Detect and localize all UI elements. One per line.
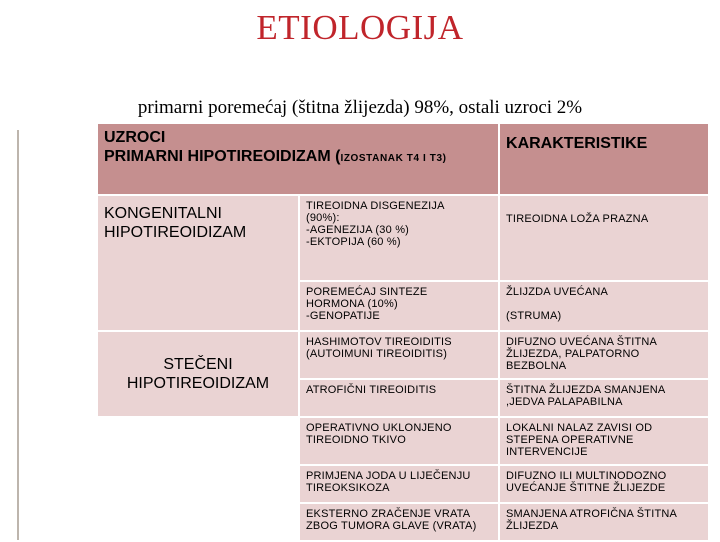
cause-cell: TIREOIDNA DISGENEZIJA (90%): -AGENEZIJA (30 %) -EKTOPIJA (60 %) — [299, 195, 499, 281]
header-characteristics: KARAKTERISTIKE — [499, 123, 709, 195]
feature-cell: LOKALNI NALAZ ZAVISI OD STEPENA OPERATIVNE INTERVENCIJE — [499, 417, 709, 465]
header-causes — [97, 123, 499, 195]
etiology-table — [96, 122, 710, 542]
table-row — [97, 195, 709, 281]
table-header-row — [97, 123, 709, 195]
cause-cell: HASHIMOTOV TIREOIDITIS (AUTOIMUNI TIREOIDITIS) — [299, 331, 499, 379]
cause-cell: ATROFIČNI TIREOIDITIS — [299, 379, 499, 417]
cause-cell: EKSTERNO ZRAČENJE VRATA ZBOG TUMORA GLAVE (VRATA) — [299, 503, 499, 541]
cause-cell: PRIMJENA JODA U LIJEČENJU TIREOKSIKOZA — [299, 465, 499, 503]
feature-cell: SMANJENA ATROFIČNA ŠTITNA ŽLIJEZDA — [499, 503, 709, 541]
group-acquired: STEČENI HIPOTIREOIDIZAM — [97, 331, 299, 417]
subtitle: primarni poremećaj (štitna žlijezda) 98%, ostali uzroci 2% — [137, 97, 583, 118]
table-row — [97, 465, 709, 503]
feature-cell: DIFUZNO UVEĆANA ŠTITNA ŽLIJEZDA, PALPATORNO BEZBOLNA — [499, 331, 709, 379]
header-causes-line2-main: PRIMARNI HIPOTIREOIDIZAM ( — [104, 148, 341, 165]
feature-cell: ŽLIJZDA UVEĆANA (STRUMA) — [499, 281, 709, 331]
page-title: ETIOLOGIJA — [256, 8, 464, 47]
header-causes-line1: UZROCI — [104, 129, 166, 146]
cause-cell: OPERATIVNO UKLONJENO TIREOIDNO TKIVO — [299, 417, 499, 465]
header-causes-line2 — [104, 147, 492, 168]
group-congenital: KONGENITALNI HIPOTIREOIDIZAM — [97, 195, 299, 331]
table-row — [97, 417, 709, 465]
feature-cell: TIREOIDNA LOŽA PRAZNA — [499, 195, 709, 281]
feature-cell: ŠTITNA ŽLIJEZDA SMANJENA ,JEDVA PALAPABILNA — [499, 379, 709, 417]
feature-cell: DIFUZNO ILI MULTINODOZNO UVEĆANJE ŠTITNE ŽLIJEZDE — [499, 465, 709, 503]
header-causes-line2-small: IZOSTANAK T4 I T3) — [340, 153, 447, 164]
table-row — [97, 331, 709, 379]
decorative-vertical-line — [17, 130, 19, 540]
table-row — [97, 503, 709, 541]
cause-cell: POREMEĆAJ SINTEZE HORMONA (10%) -GENOPATIJE — [299, 281, 499, 331]
